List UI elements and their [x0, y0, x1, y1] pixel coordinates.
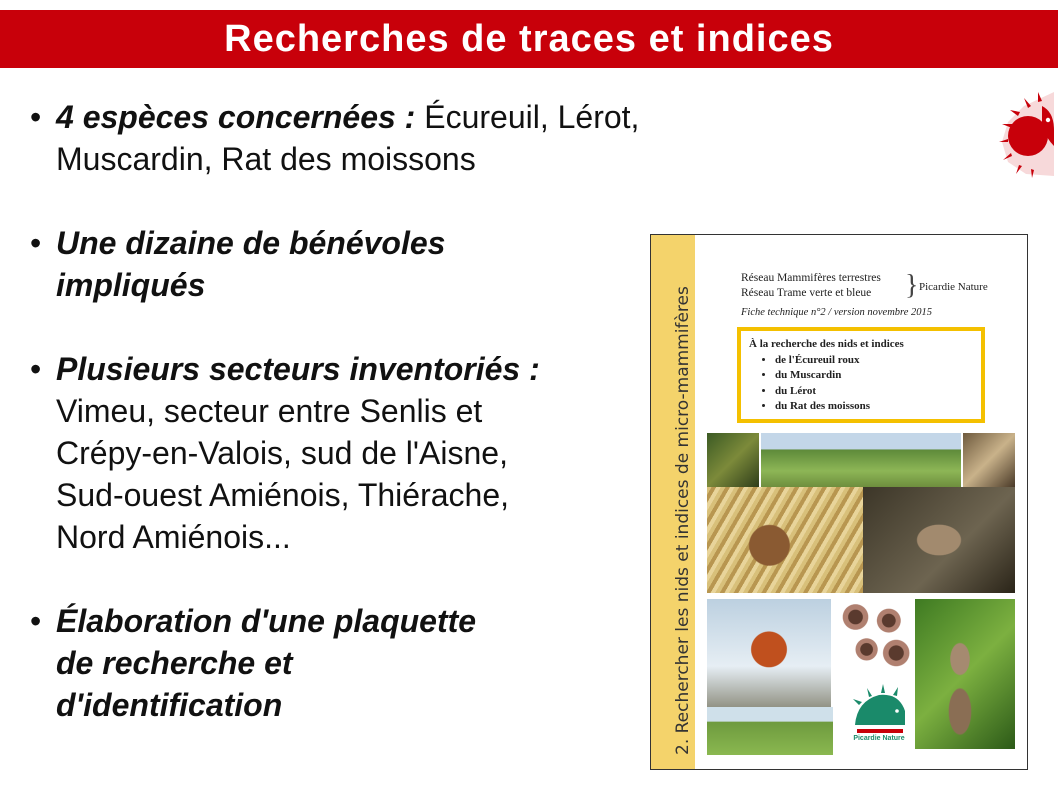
photo-garden-dormouse — [863, 487, 1015, 593]
booklet-networks — [741, 271, 881, 301]
photo-nest-2 — [963, 433, 1015, 487]
brace-glyph: } — [905, 270, 919, 301]
bullet-species-bold: 4 espèces concernées : — [56, 99, 416, 135]
bullet-species-text: Écureuil, Lérot, Muscardin, Rat des moissons — [56, 99, 640, 177]
booklet-image — [650, 234, 1028, 770]
bullet-volunteers-bold: Une dizaine de bénévoles impliqués — [56, 225, 446, 303]
photo-hazel-dormouse — [915, 599, 1015, 749]
booklet-box-item: • du Muscardin — [775, 368, 973, 384]
booklet-box-list — [749, 353, 973, 415]
slide-title: Recherches de traces et indices — [224, 17, 834, 60]
bullet-sectors-text: Vimeu, secteur entre Senlis et Crépy-en-Valois, sud de l'Aisne, Sud-ouest Amiénois, Thiérache, Nord Amiénois... — [56, 393, 509, 555]
booklet-network-1: Réseau Mammifères terrestres — [741, 272, 881, 284]
booklet-box-item: • du Lérot — [775, 384, 973, 400]
bullet-list — [30, 96, 640, 726]
booklet-box-title: À la recherche des nids et indices — [749, 338, 904, 350]
booklet-fiche: Fiche technique n°2 / version novembre 2015 — [741, 307, 933, 318]
booklet-org: Picardie Nature — [919, 281, 988, 293]
bullet-booklet-bold: Élaboration d'une plaquette de recherche et d'identification — [56, 603, 477, 723]
booklet-box-item: • de l'Écureuil roux — [775, 353, 973, 369]
booklet-title-box — [737, 327, 985, 423]
hedgehog-logo-icon — [998, 86, 1056, 178]
title-bar — [0, 10, 1058, 68]
booklet-spine-text: 2. Rechercher les nids et indices de micro-mammifères — [673, 286, 693, 755]
bullet-sectors-bold: Plusieurs secteurs inventoriés : — [56, 351, 540, 387]
photo-volunteers — [707, 707, 833, 755]
bullet-species — [30, 96, 640, 180]
bullet-booklet — [30, 600, 496, 726]
photo-nest — [707, 433, 759, 487]
bullet-sectors — [30, 348, 640, 558]
bullet-volunteers — [30, 222, 526, 306]
photo-landscape — [761, 433, 961, 487]
booklet-box-item: • du Rat des moissons — [775, 399, 973, 415]
photo-red-squirrel — [707, 599, 831, 711]
photo-harvest-mouse — [707, 487, 863, 593]
booklet-logo-text: Picardie Nature — [853, 735, 905, 742]
photo-gnawed-nuts — [837, 599, 911, 671]
booklet-network-2: Réseau Trame verte et bleue — [741, 287, 872, 299]
